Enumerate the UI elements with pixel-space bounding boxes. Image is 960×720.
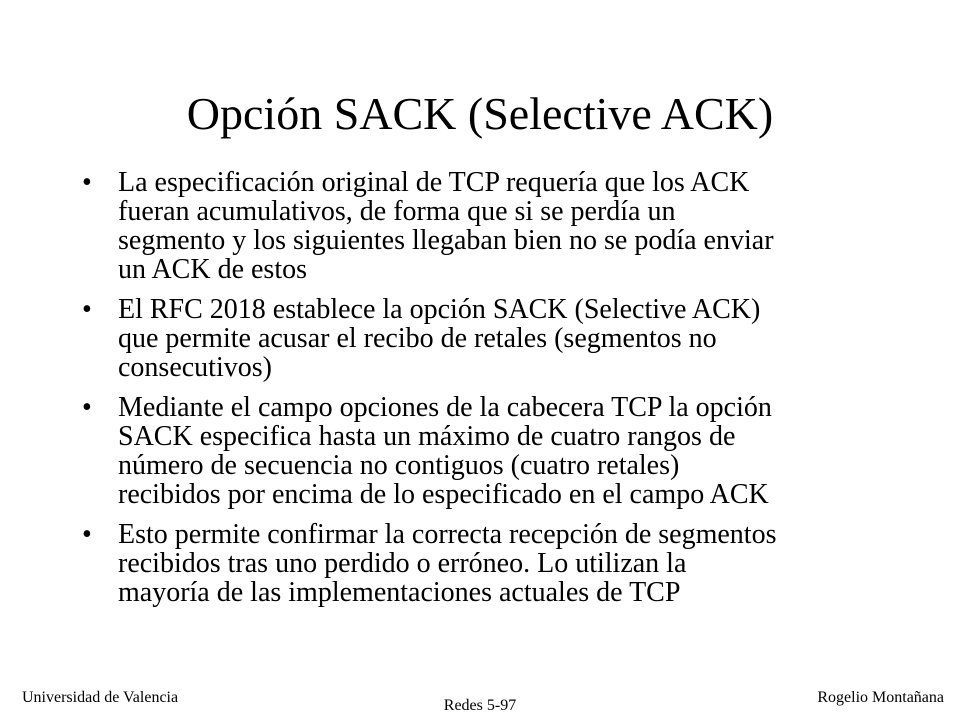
footer-university: Universidad de Valencia — [22, 689, 179, 706]
bullet-line: fueran acumulativos, de forma que si se perdía un — [118, 196, 676, 227]
bullet-item — [76, 168, 876, 284]
bullet-line: recibidos por encima de lo especificado en el campo ACK — [118, 479, 769, 510]
bullet-line: SACK especifica hasta un máximo de cuatro rangos de — [118, 421, 736, 452]
bullet-line: que permite acusar el recibo de retales (segmentos no — [118, 323, 717, 354]
bullet-item — [76, 295, 876, 382]
bullet-line: mayoría de las implementaciones actuales de TCP — [118, 577, 681, 608]
bullet-dot: • — [82, 392, 92, 423]
bullet-dot: • — [82, 294, 92, 325]
bullet-line: El RFC 2018 establece la opción SACK (Selective ACK) — [118, 294, 761, 325]
bullet-item — [76, 393, 876, 509]
bullet-line: consecutivos) — [118, 352, 272, 383]
bullet-line: La especificación original de TCP requería que los ACK — [118, 167, 750, 198]
footer-slide-number: Redes 5-97 — [443, 697, 517, 714]
bullet-line: segmento y los siguientes llegaban bien no se podía enviar — [118, 225, 774, 256]
bullet-line: Mediante el campo opciones de la cabecera TCP la opción — [118, 392, 772, 423]
slide-title: Opción SACK (Selective ACK) — [186, 88, 774, 139]
bullet-list — [76, 168, 876, 618]
bullet-item — [76, 520, 876, 607]
footer-author: Rogelio Montañana — [817, 689, 944, 706]
bullet-line: Esto permite confirmar la correcta recepción de segmentos — [118, 519, 777, 550]
bullet-line: recibidos tras uno perdido o erróneo. Lo utilizan la — [118, 548, 687, 579]
bullet-line: número de secuencia no contiguos (cuatro retales) — [118, 450, 680, 481]
bullet-dot: • — [82, 519, 92, 550]
bullet-dot: • — [82, 167, 92, 198]
bullet-line: un ACK de estos — [118, 254, 307, 285]
